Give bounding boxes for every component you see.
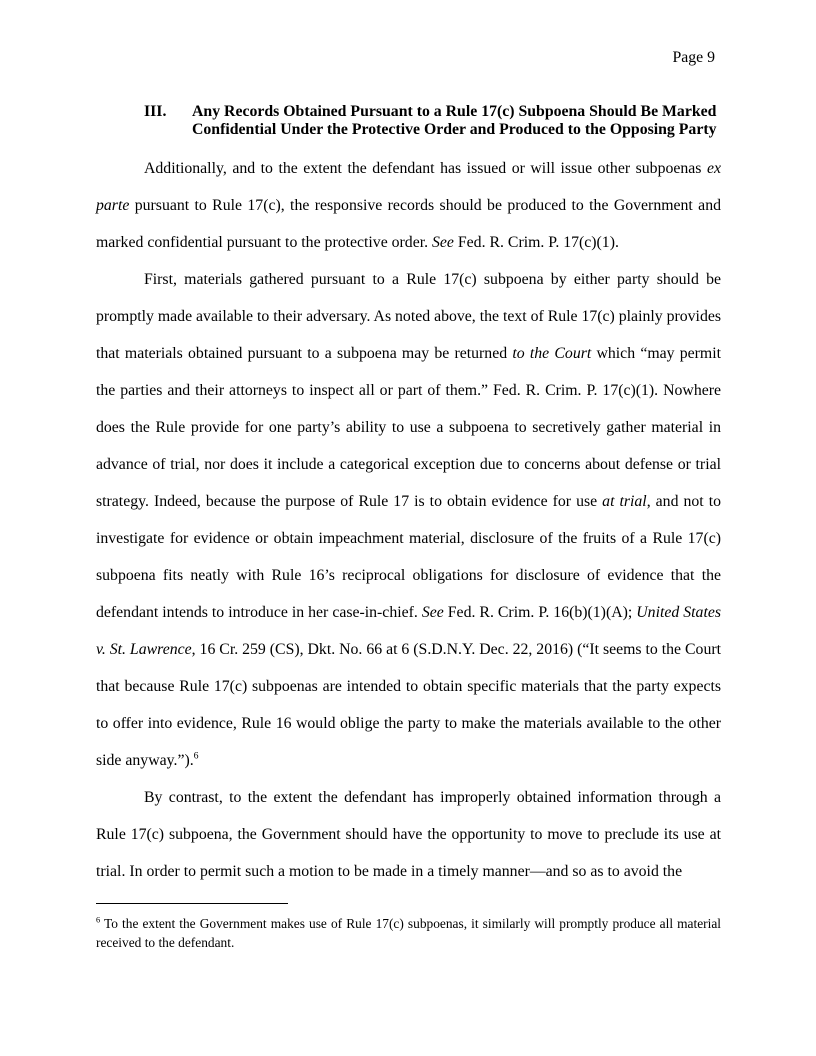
section-heading-number: III. xyxy=(144,103,167,120)
section-heading xyxy=(144,103,721,138)
section-heading-title: Any Records Obtained Pursuant to a Rule 17(c) Subpoena Should Be Marked Confidential Under the Protective Order and Produced to the Opposing Party xyxy=(192,103,717,138)
body-paragraph-1: Additionally, and to the extent the defendant has issued or will issue other subpoenas ex parte pursuant to Rule 17(c), the responsive records should be produced to the Government and marked confidential pursuant to the protective order. See Fed. R. Crim. P. 17(c)(1). xyxy=(96,160,721,251)
page-number: Page 9 xyxy=(672,49,715,66)
footnote: $^6$ To the extent the Government makes use of Rule 17(c) subpoenas, it similarly will promptly produce all material received to the defendant. xyxy=(96,915,721,950)
body-paragraph-2: First, materials gathered pursuant to a Rule 17(c) subpoena by either party should be promptly made available to their adversary. As noted above, the text of Rule 17(c) plainly provides that materials obtained pursuant to a subpoena may be returned to the Court which “may permit the parties and their attorneys to inspect all or part of them.” Fed. R. Crim. P. 17(c)(1). Nowhere does the Rule provide for one party’s ability to use a subpoena to secretively gather material in advance of trial, nor does it include a categorical exception due to concerns about defense or trial strategy. Indeed, because the purpose of Rule 17 is to obtain evidence for use at trial, and not to investigate for evidence or obtain impeachment material, disclosure of the fruits of a Rule 17(c) subpoena fits neatly with Rule 16’s reciprocal obligations for disclosure of evidence that the defendant intends to introduce in her case-in-chief. See Fed. R. Crim. P. 16(b)(1)(A); United States v. St. Lawrence, 16 Cr. 259 (CS), Dkt. No. 66 at 6 (S.D.N.Y. Dec. 22, 2016) (“It seems to the Court that because Rule 17(c) subpoenas are intended to obtain specific materials that the party expects to offer into evidence, Rule 16 would oblige the party to make the materials available to the other side anyway.”).$^6$ xyxy=(96,271,722,769)
body-paragraph-3: By contrast, to the extent the defendant has improperly obtained information through a Rule 17(c) subpoena, the Government should have the opportunity to move to preclude its use at trial. In order to permit such a motion to be made in a timely manner—and so as to avoid the xyxy=(96,789,721,880)
document-body xyxy=(96,103,721,890)
footnote-separator xyxy=(96,903,288,904)
